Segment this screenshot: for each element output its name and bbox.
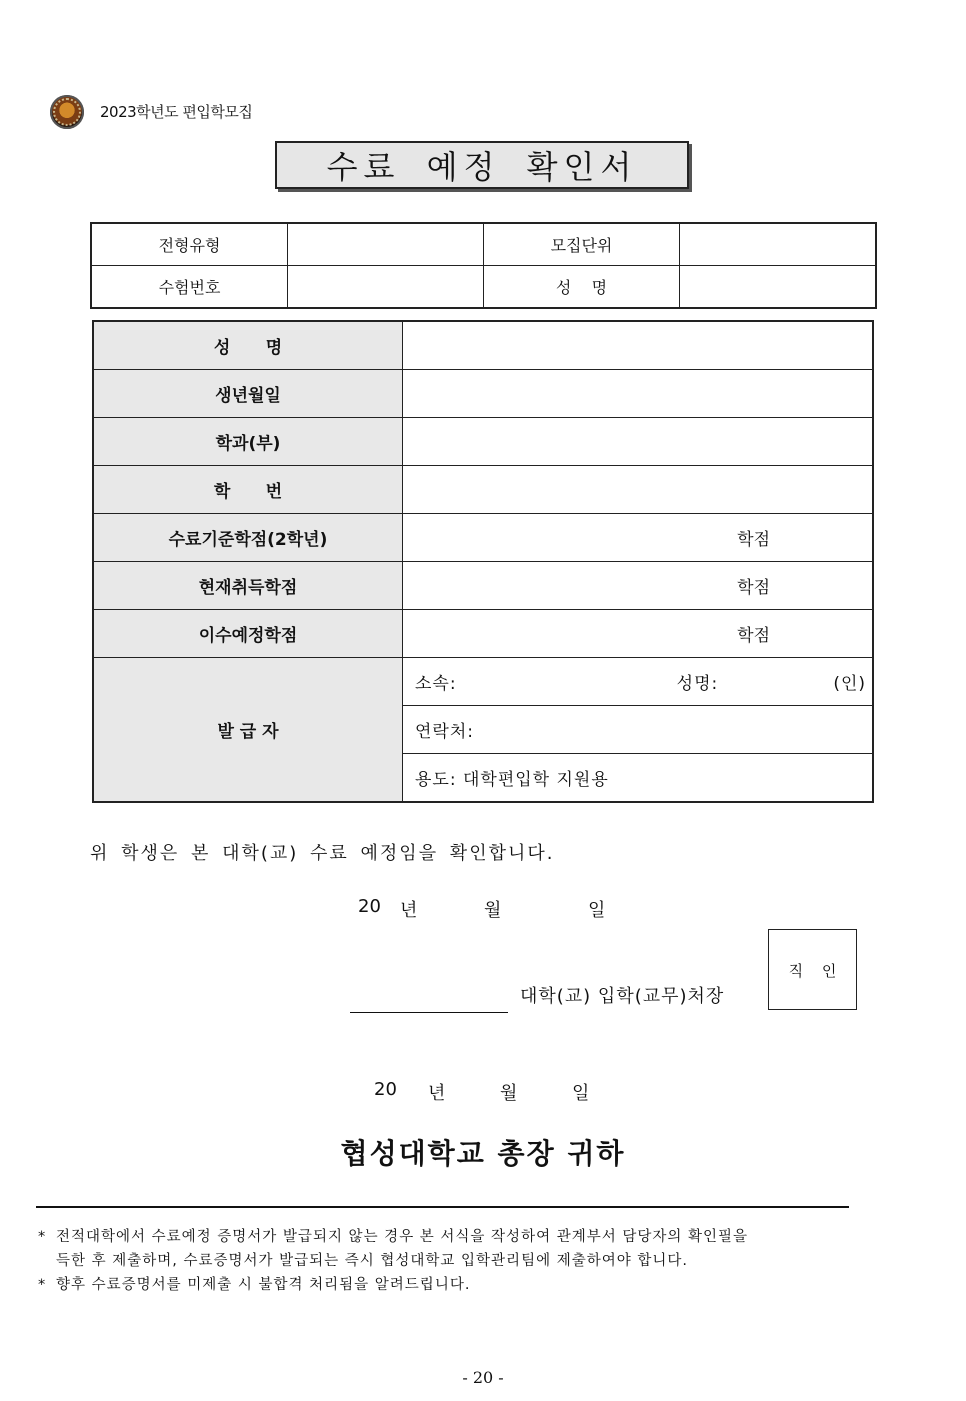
note-item — [38, 1273, 898, 1297]
addressee: 협성대학교 총장 귀하 — [340, 1137, 626, 1170]
student-id-field[interactable] — [403, 466, 874, 514]
student-id-label: 학 번 — [93, 466, 403, 514]
official-stamp-box — [768, 929, 857, 1010]
confirmation-statement: 위 학생은 본 대학(교) 수료 예정임을 확인합니다. — [90, 843, 555, 864]
document-title: 수료 예정 확인서 — [275, 141, 689, 189]
student-info-table — [92, 320, 874, 803]
table-row — [91, 223, 876, 266]
purpose-field: 용도: 대학편입학 지원용 — [403, 754, 874, 803]
seal-label: (인) — [833, 674, 866, 694]
university-seal-logo — [50, 95, 84, 129]
issuer-name-label: 성명: — [676, 674, 719, 694]
credits-unit: 학점 — [737, 578, 770, 598]
recruit-unit-label: 모집단위 — [483, 223, 679, 266]
current-credits-field[interactable] — [403, 562, 874, 610]
credits-unit: 학점 — [737, 626, 770, 646]
birthdate-label: 생년월일 — [93, 370, 403, 418]
expected-credits-label: 이수예정학점 — [93, 610, 403, 658]
table-row — [91, 266, 876, 309]
table-row — [93, 658, 873, 706]
table-row — [93, 418, 873, 466]
table-row — [93, 466, 873, 514]
issuer-affiliation-field[interactable] — [403, 658, 874, 706]
exam-type-label: 전형유형 — [91, 223, 287, 266]
department-label: 학과(부) — [93, 418, 403, 466]
applicant-name-field[interactable] — [680, 266, 876, 309]
page-number: - 20 - — [462, 1368, 504, 1387]
table-row — [93, 370, 873, 418]
office-title: 대학(교) 입학(교무)처장 — [520, 986, 725, 1007]
applicant-info-table — [90, 222, 877, 309]
date-day-label: 일 — [588, 900, 606, 921]
date-month-label: 월 — [484, 900, 502, 921]
recruit-unit-field[interactable] — [680, 223, 876, 266]
table-row — [93, 610, 873, 658]
date-year-label: 년 — [400, 900, 418, 921]
birthdate-field[interactable] — [403, 370, 874, 418]
date-month-label: 월 — [500, 1083, 518, 1104]
current-credits-label: 현재취득학점 — [93, 562, 403, 610]
required-credits-field[interactable] — [403, 514, 874, 562]
issuer-contact-field[interactable] — [403, 706, 874, 754]
student-name-field[interactable] — [403, 321, 874, 370]
header-title: 2023학년도 편입학모집 — [100, 103, 253, 121]
affiliation-label: 소속: — [415, 674, 457, 694]
note-item — [38, 1225, 898, 1249]
exam-type-field[interactable] — [287, 223, 483, 266]
date-day-label: 일 — [572, 1083, 590, 1104]
date-year-label: 년 — [428, 1083, 446, 1104]
bullet-icon: * — [38, 1277, 47, 1293]
date-year: 20 — [374, 1079, 397, 1100]
note-text: 전적대학에서 수료예정 증명서가 발급되지 않는 경우 본 서식을 작성하여 관계부서 담당자의 확인필을 — [56, 1229, 748, 1245]
bullet-icon: * — [38, 1229, 47, 1245]
note-text: 향후 수료증명서를 미제출 시 불합격 처리됨을 알려드립니다. — [56, 1277, 471, 1293]
exam-number-label: 수험번호 — [91, 266, 287, 309]
notes — [38, 1225, 898, 1297]
student-name-label: 성 명 — [93, 321, 403, 370]
expected-credits-field[interactable] — [403, 610, 874, 658]
issuer-label: 발 급 자 — [93, 658, 403, 803]
stamp-label: 직 인 — [788, 962, 837, 980]
divider — [36, 1206, 849, 1208]
table-row — [93, 514, 873, 562]
applicant-name-label: 성 명 — [483, 266, 679, 309]
note-text-continued: 득한 후 제출하며, 수료증명서가 발급되는 즉시 협성대학교 입학관리팀에 제출하여야 합니다. — [56, 1253, 688, 1269]
exam-number-field[interactable] — [287, 266, 483, 309]
department-field[interactable] — [403, 418, 874, 466]
contact-label: 연락처: — [415, 722, 474, 742]
date-year: 20 — [358, 896, 381, 917]
required-credits-label: 수료기준학점(2학년) — [93, 514, 403, 562]
university-name-line[interactable] — [350, 1012, 508, 1013]
table-row — [93, 321, 873, 370]
credits-unit: 학점 — [737, 530, 770, 550]
table-row — [93, 562, 873, 610]
